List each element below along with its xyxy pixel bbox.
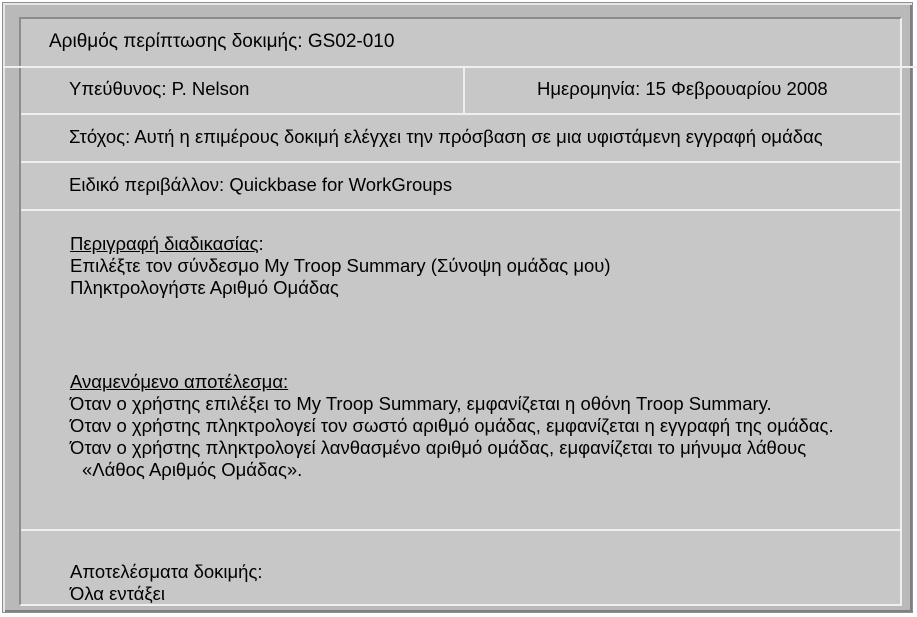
procedure-step: Επιλέξτε τον σύνδεσμο My Troop Summary (Σύνοψη ομάδας μου)	[70, 255, 611, 276]
goal-row	[21, 115, 900, 163]
owner-field: Υπεύθυνος: P. Nelson	[69, 78, 250, 99]
procedure-heading-colon: :	[258, 233, 264, 254]
form-body	[19, 17, 902, 606]
environment-row	[21, 163, 900, 211]
column-divider	[463, 67, 465, 113]
procedure-heading-line	[70, 233, 611, 255]
expected-line: «Λάθος Αριθμός Ομάδας».	[82, 459, 303, 480]
procedure-expected-row	[21, 211, 900, 531]
results-value: Όλα εντάξει	[70, 583, 166, 604]
expected-line: Όταν ο χρήστης επιλέξει το My Troop Summary, εμφανίζεται η οθόνη Troop Summary.	[70, 393, 772, 414]
test-case-number: Αριθμός περίπτωσης δοκιμής: GS02-010	[49, 31, 395, 52]
owner-date-row	[21, 67, 900, 115]
date-field: Ημερομηνία: 15 Φεβρουαρίου 2008	[537, 78, 828, 99]
procedure-step: Πληκτρολογήστε Αριθμό Ομάδας	[70, 277, 339, 298]
test-case-row	[3, 3, 917, 68]
expected-line: Όταν ο χρήστης πληκτρολογεί λανθασμένο αριθμό ομάδας, εμφανίζεται το μήνυμα λάθους	[70, 437, 807, 458]
goal-field: Στόχος: Αυτή η επιμέρους δοκιμή ελέγχει την πρόσβαση σε μια υφιστάμενη εγγραφή ομάδας	[69, 126, 823, 147]
expected-section	[70, 371, 834, 481]
results-row	[21, 531, 900, 606]
test-case-form	[2, 2, 913, 613]
procedure-section	[70, 233, 611, 299]
expected-heading: Αναμενόμενο αποτέλεσμα:	[70, 371, 289, 392]
results-heading: Αποτελέσματα δοκιμής:	[70, 561, 263, 582]
environment-field: Ειδικό περιβάλλον: Quickbase for WorkGroups	[69, 174, 453, 195]
procedure-heading: Περιγραφή διαδικασίας	[70, 233, 259, 254]
results-section	[70, 561, 263, 605]
expected-line: Όταν ο χρήστης πληκτρολογεί τον σωστό αριθμό ομάδας, εμφανίζεται η εγγραφή της ομάδας.	[70, 415, 834, 436]
